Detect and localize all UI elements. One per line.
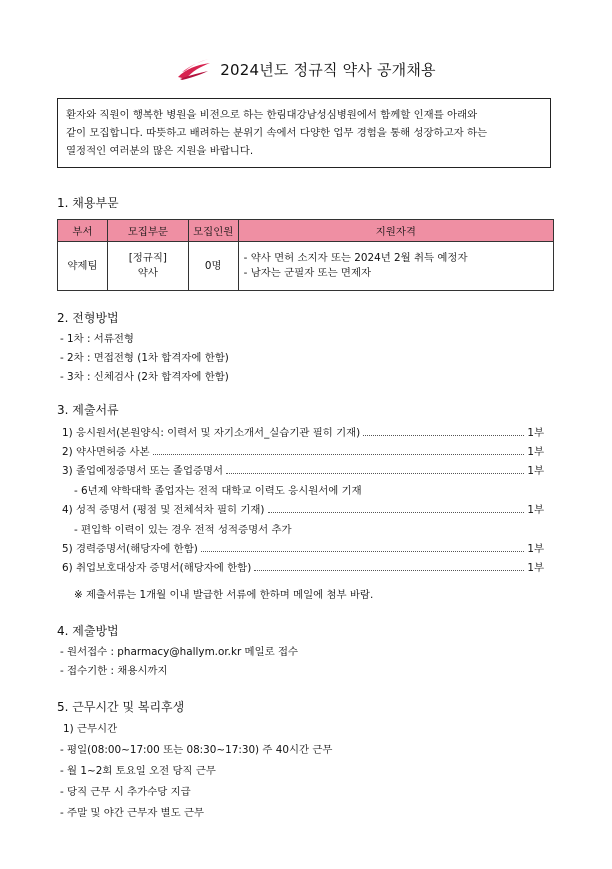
section-heading-documents: 3. 제출서류 <box>57 403 119 417</box>
category-type: [정규직] <box>128 252 167 264</box>
process-step: - 2차 : 면접전형 (1차 합격자에 한함) <box>60 352 229 364</box>
title-bar <box>0 55 612 83</box>
document-item <box>62 423 544 439</box>
section-heading-recruitment: 1. 채용부문 <box>57 196 119 210</box>
document-item <box>62 558 544 574</box>
document-note: - 6년제 약학대학 졸업자는 전적 대학교 이력도 응시원서에 기재 <box>74 485 362 497</box>
document-label: 6) 취업보호대상자 증명서(해당자에 한함) <box>62 561 252 574</box>
section-heading-work: 5. 근무시간 및 복리후생 <box>57 700 185 714</box>
header-category: 모집부문 <box>107 220 188 242</box>
document-count: 1부 <box>527 426 544 439</box>
dot-leader <box>268 504 525 513</box>
document-label: 4) 성적 증명서 (평점 및 전체석차 필히 기재) <box>62 503 265 516</box>
work-subheading: 1) 근무시간 <box>63 723 118 735</box>
document-footnote: ※ 제출서류는 1개월 이내 발급한 서류에 한하며 메일에 첨부 바람. <box>74 589 374 601</box>
document-item <box>62 539 544 555</box>
header-qualification: 지원자격 <box>238 220 553 242</box>
document-count: 1부 <box>527 542 544 555</box>
document-item <box>62 500 544 516</box>
cell-dept: 약제팀 <box>58 242 108 291</box>
work-line: - 당직 근무 시 추가수당 지급 <box>60 786 191 798</box>
recruitment-table <box>57 219 554 291</box>
document-note: - 편입학 이력이 있는 경우 전적 성적증명서 추가 <box>74 524 292 536</box>
cell-category <box>107 242 188 291</box>
document-item <box>62 461 544 477</box>
submission-email: - 원서접수 : pharmacy@hallym.or.kr 메일로 접수 <box>60 646 299 658</box>
hallym-logo-icon <box>176 57 212 81</box>
cell-qualification <box>238 242 553 291</box>
dot-leader <box>254 562 524 571</box>
document-label: 1) 응시원서(본원양식: 이력서 및 자기소개서_실습기관 필히 기재) <box>62 426 361 439</box>
dot-leader <box>363 427 524 436</box>
intro-line: 열정적인 여러분의 많은 지원을 바랍니다. <box>66 145 254 157</box>
dot-leader <box>201 543 525 552</box>
intro-line: 같이 모집합니다. 따뜻하고 배려하는 분위기 속에서 다양한 업무 경험을 통해 성장하고자 하는 <box>66 127 488 139</box>
header-dept: 부서 <box>58 220 108 242</box>
page-title: 2024년도 정규직 약사 공개채용 <box>220 60 436 79</box>
process-step: - 1차 : 서류전형 <box>60 333 134 345</box>
document-label: 3) 졸업예정증명서 또는 졸업증명서 <box>62 464 224 477</box>
work-line: - 평일(08:00~17:00 또는 08:30~17:30) 주 40시간 근무 <box>60 744 333 756</box>
document-item <box>62 442 544 458</box>
section-heading-submission: 4. 제출방법 <box>57 624 119 638</box>
category-position: 약사 <box>137 267 158 279</box>
qualification-line: - 약사 면허 소지자 또는 2024년 2월 취득 예정자 <box>243 252 468 264</box>
dot-leader <box>153 446 525 455</box>
table-header-row <box>58 220 554 242</box>
process-step: - 3차 : 신체검사 (2차 합격자에 한함) <box>60 371 229 383</box>
cell-count: 0명 <box>188 242 238 291</box>
document-label: 5) 경력증명서(해당자에 한함) <box>62 542 198 555</box>
submission-deadline: - 접수기한 : 채용시까지 <box>60 665 168 677</box>
header-count: 모집인원 <box>188 220 238 242</box>
document-count: 1부 <box>527 464 544 477</box>
qualification-line: - 남자는 군필자 또는 면제자 <box>243 267 372 279</box>
dot-leader <box>226 465 524 474</box>
intro-line: 환자와 직원이 행복한 병원을 비전으로 하는 한림대강남성심병원에서 함께할 인재를 아래와 <box>66 109 478 121</box>
section-heading-process: 2. 전형방법 <box>57 311 119 325</box>
document-label: 2) 약사면허증 사본 <box>62 445 150 458</box>
intro-box <box>57 98 551 168</box>
table-row <box>58 242 554 291</box>
document-count: 1부 <box>527 561 544 574</box>
work-line: - 월 1~2회 토요일 오전 당직 근무 <box>60 765 216 777</box>
document-count: 1부 <box>527 503 544 516</box>
document-count: 1부 <box>527 445 544 458</box>
work-line: - 주말 및 야간 근무자 별도 근무 <box>60 807 205 819</box>
